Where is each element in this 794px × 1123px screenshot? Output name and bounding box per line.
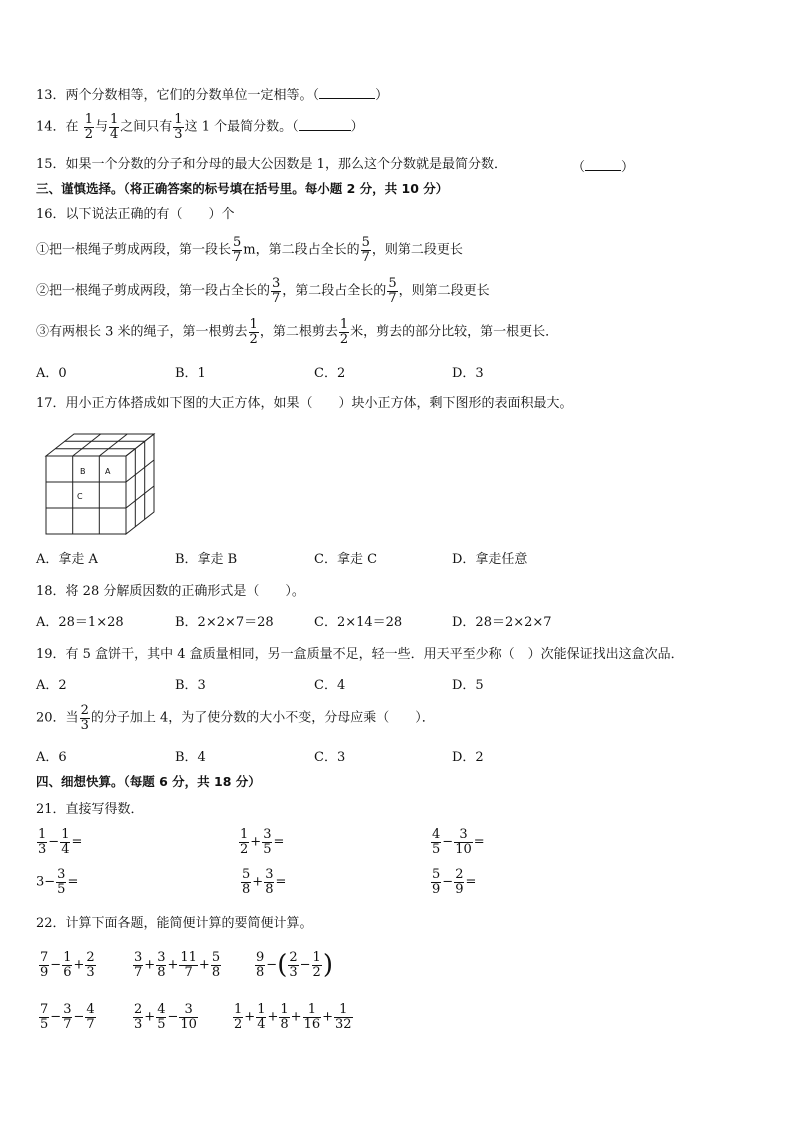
option-c[interactable]: C．2×14＝28	[314, 615, 403, 630]
option-d[interactable]: D．3	[452, 366, 484, 381]
cube-label-b: B	[80, 467, 86, 476]
cube-label-c: C	[77, 492, 83, 501]
question-text: 计算下面各题，能简便计算的要简便计算。	[65, 916, 313, 931]
question-number: 17．	[36, 396, 66, 411]
fraction: $\frac{5}{7}$	[361, 235, 370, 265]
question-22	[36, 917, 313, 930]
question-text: 有 5 盒饼干，其中 4 盒质量相同，另一盒质量不足，轻一些．用天平至少称（ ）次能保证找出这盒次品．	[65, 647, 684, 662]
option-b[interactable]: B．1	[175, 366, 206, 381]
option-a[interactable]: A．拿走 A	[36, 552, 98, 567]
question-text: 如果一个分数的分子和分母的最大公因数是 1，那么这个分数就是最简分数．	[65, 157, 507, 172]
question-15	[36, 158, 507, 171]
option-d[interactable]: D．拿走任意	[452, 552, 528, 567]
answer-blank[interactable]	[299, 118, 351, 131]
section-3-heading: 三、谨慎选择。（将正确答案的标号填在括号里。每小题 2 分，共 10 分）	[36, 181, 449, 196]
question-text: 将 28 分解质因数的正确形式是（ ）。	[65, 584, 305, 599]
expression: $\frac{1}{3}$ − $\frac{1}{4}$ =	[38, 827, 83, 857]
question-14: 14．在 $\frac{1}{2}$ 与 $\frac{1}{4}$ 之间只有 $\frac{1}{3}$ 这 1 个最简分数。（ ）	[36, 112, 364, 142]
expression: $\frac{5}{8}$ + $\frac{3}{8}$ =	[242, 867, 287, 897]
expression: $\frac{9}{8}$ −( $\frac{2}{3}$ − $\frac{1}{2}$ )	[256, 950, 333, 981]
option-a[interactable]: A．28＝1×28	[36, 615, 124, 630]
option-b[interactable]: B．拿走 B	[175, 552, 238, 567]
statement-1: ①把一根绳子剪成两段，第一段长 $\frac{5}{7}$ m，第二段占全长的 $\frac{5}{7}$ ，则第二段更长	[36, 235, 463, 265]
answer-blank[interactable]	[319, 86, 375, 99]
question-number: 19．	[36, 647, 66, 662]
option-c[interactable]: C．3	[314, 750, 346, 765]
option-b[interactable]: B．2×2×7＝28	[175, 615, 274, 630]
question-number: 15．	[36, 157, 66, 172]
option-d[interactable]: D．5	[452, 678, 484, 693]
fraction: $\frac{5}{7}$	[388, 276, 397, 306]
question-15-answer: （ ）	[572, 160, 635, 175]
option-c[interactable]: C．拿走 C	[314, 552, 378, 567]
question-20: 20．当 $\frac{2}{3}$ 的分子加上 4，为了使分数的大小不变，分母应乘（ ）．	[36, 703, 435, 733]
question-number: 21．	[36, 802, 66, 817]
option-a[interactable]: A．6	[36, 750, 67, 765]
option-b[interactable]: B．4	[175, 750, 206, 765]
question-number: 13．	[36, 88, 66, 103]
statement-2: ②把一根绳子剪成两段，第一段占全长的 $\frac{3}{7}$ ，第二段占全长的 $\frac{5}{7}$ ，则第二段更长	[36, 276, 490, 306]
expression: $\frac{7}{5}$ − $\frac{3}{7}$ − $\frac{4}{7}$	[40, 1002, 95, 1032]
question-16	[36, 208, 235, 221]
expression: $\frac{7}{9}$ − $\frac{1}{6}$ + $\frac{2}{3}$	[40, 950, 95, 980]
question-text: 用小正方体搭成如下图的大正方体，如果（ ）块小正方体，剩下图形的表面积最大。	[65, 396, 573, 411]
fraction: $\frac{3}{7}$	[272, 276, 281, 306]
cube-label-a: A	[105, 467, 111, 476]
expression: $\frac{2}{3}$ + $\frac{4}{5}$ − $\frac{3}{10}$	[134, 1002, 197, 1032]
question-text: 两个分数相等，它们的分数单位一定相等。（	[65, 88, 320, 103]
option-d[interactable]: D．28＝2×2×7	[452, 615, 552, 630]
statement-3: ③有两根长 3 米的绳子，第一根剪去 $\frac{1}{2}$ ，第二根剪去 $\frac{1}{2}$ 米，剪去的部分比较，第一根更长．	[36, 317, 559, 347]
question-number: 18．	[36, 584, 66, 599]
fraction: $\frac{2}{3}$	[80, 703, 89, 733]
option-c[interactable]: C．4	[314, 678, 346, 693]
cube-figure	[44, 432, 156, 536]
question-13: 13．两个分数相等，它们的分数单位一定相等。（ ）	[36, 88, 389, 103]
question-17	[36, 397, 573, 410]
question-number: 20．	[36, 710, 66, 726]
question-text: 直接写得数．	[65, 802, 144, 817]
fraction: $\frac{1}{2}$	[249, 317, 258, 347]
question-18	[36, 585, 305, 598]
fraction: $\frac{1}{2}$	[339, 317, 349, 347]
expression: $\frac{3}{7}$ + $\frac{3}{8}$ + $\frac{11}{7}$ + $\frac{5}{8}$	[134, 950, 221, 980]
fraction: $\frac{1}{2}$	[84, 112, 93, 142]
expression: $\frac{1}{2}$ + $\frac{3}{5}$ =	[240, 827, 285, 857]
question-19	[36, 648, 684, 661]
question-text: 以下说法正确的有（ ）个	[65, 207, 235, 222]
expression: $\frac{4}{5}$ − $\frac{3}{10}$ =	[432, 827, 485, 857]
option-b[interactable]: B．3	[175, 678, 206, 693]
expression: $\frac{5}{9}$ − $\frac{2}{9}$ =	[432, 867, 477, 897]
question-21	[36, 803, 144, 816]
answer-blank[interactable]	[585, 158, 621, 171]
fraction: $\frac{1}{3}$	[174, 112, 183, 142]
expression: $\frac{1}{2}$ + $\frac{1}{4}$ + $\frac{1}{8}$ + $\frac{1}{16}$ + $\frac{1}{32}$	[234, 1002, 352, 1032]
fraction: $\frac{5}{7}$	[233, 235, 242, 265]
section-4-heading: 四、细想快算。（每题 6 分，共 18 分）	[36, 774, 261, 789]
question-number: 14．	[36, 119, 66, 135]
question-number: 16．	[36, 207, 66, 222]
question-number: 22．	[36, 916, 66, 931]
fraction: $\frac{1}{4}$	[110, 112, 119, 142]
option-c[interactable]: C．2	[314, 366, 346, 381]
option-a[interactable]: A．0	[36, 366, 67, 381]
option-d[interactable]: D．2	[452, 750, 484, 765]
option-a[interactable]: A．2	[36, 678, 67, 693]
expression: 3− $\frac{3}{5}$ =	[36, 867, 79, 897]
